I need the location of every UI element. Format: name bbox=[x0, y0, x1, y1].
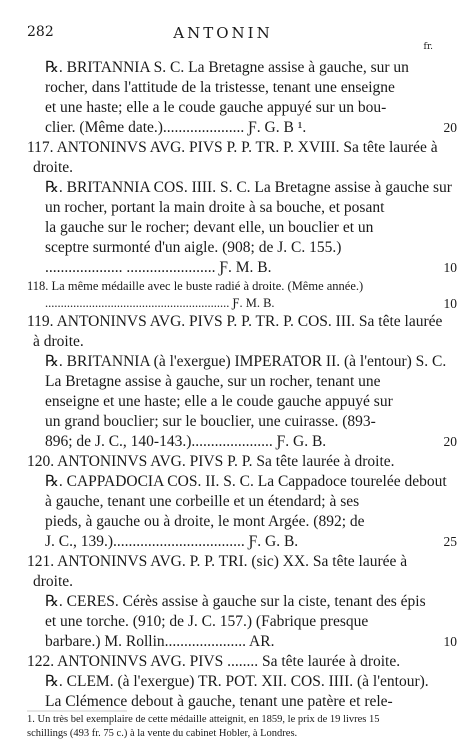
text-line bbox=[27, 372, 412, 392]
text-line bbox=[27, 158, 412, 178]
text-line bbox=[27, 612, 412, 632]
text-line bbox=[27, 492, 412, 512]
text-line bbox=[27, 238, 412, 258]
text-line bbox=[27, 138, 438, 158]
page-number: 282 bbox=[27, 24, 54, 40]
line-text: et une torche. (910; de J. C. 157.) (Fabrique presque bbox=[45, 613, 369, 630]
line-text: ℞. CAPPADOCIA COS. II. S. C. La Cappadoce tourelée debout bbox=[45, 473, 447, 490]
line-text: J. C., 139.).................................. Ƒ. G. B. bbox=[45, 533, 299, 550]
text-line bbox=[27, 98, 412, 118]
footnote: 1. Un très bel exemplaire de cette médaille atteignit, en 1859, le prix de 19 livres 15 schillings (493 fr. 75 c.) à la vente du cabinet Hobler, à Londres. bbox=[27, 714, 380, 739]
text-line bbox=[27, 278, 412, 295]
text-line bbox=[27, 652, 412, 672]
text-line bbox=[27, 78, 412, 98]
footnote-rule bbox=[27, 710, 127, 712]
text-line bbox=[27, 332, 412, 352]
price-margin: 20 bbox=[443, 434, 457, 449]
text-line bbox=[27, 672, 429, 692]
price-margin: 10 bbox=[443, 296, 457, 311]
line-text: clier. (Même date.)..................... Ƒ. G. B ¹. bbox=[45, 119, 307, 136]
line-text: ℞. CERES. Cérès assise à gauche sur la ciste, tenant des épis bbox=[45, 593, 426, 610]
price-margin: 10 bbox=[443, 260, 457, 275]
text-line bbox=[27, 532, 457, 552]
line-text: à gauche, tenant une corbeille et un étendard; à ses bbox=[45, 493, 360, 510]
text-line bbox=[27, 452, 412, 472]
text-line bbox=[27, 472, 447, 492]
text-line bbox=[27, 572, 412, 592]
line-text: sceptre surmonté d'un aigle. (908; de J. C. 155.) bbox=[45, 239, 342, 256]
line-text: 117. ANTONINVS AVG. PIVS P. P. TR. P. XVIII. Sa tête laurée à bbox=[27, 139, 438, 156]
text-line bbox=[27, 218, 412, 238]
text-line bbox=[27, 692, 412, 712]
line-text: rocher, dans l'attitude de la tristesse, tenant une enseigne bbox=[45, 79, 395, 96]
line-text: à droite. bbox=[33, 333, 84, 350]
line-text: 122. ANTONINVS AVG. PIVS ........ Sa tête laurée à droite. bbox=[27, 653, 401, 670]
line-text: 896; de J. C., 140-143.)..................... Ƒ. G. B. bbox=[45, 433, 327, 450]
line-text: 118. La même médaille avec le buste radié à droite. (Même année.) bbox=[27, 279, 364, 293]
line-text: droite. bbox=[33, 573, 74, 590]
line-text: 119. ANTONINVS AVG. PIVS P. P. TR. P. COS. III. Sa tête laurée bbox=[27, 313, 443, 330]
line-text: pieds, à gauche ou à droite, le mont Argée. (892; de bbox=[45, 513, 365, 530]
line-text: droite. bbox=[33, 159, 74, 176]
text-line bbox=[27, 432, 457, 452]
price-margin: 25 bbox=[443, 534, 457, 549]
text-line bbox=[27, 392, 412, 412]
running-title: ANTONIN bbox=[173, 24, 273, 42]
catalogue-body bbox=[27, 58, 457, 712]
text-line bbox=[27, 592, 426, 612]
text-line bbox=[27, 352, 447, 372]
line-text: .................... ....................... Ƒ. M. B. bbox=[45, 259, 272, 276]
text-line bbox=[27, 178, 452, 198]
text-line bbox=[27, 295, 457, 312]
text-line bbox=[27, 512, 412, 532]
text-line bbox=[27, 198, 412, 218]
line-text: un grand bouclier; sur le bouclier, une cuirasse. (893- bbox=[45, 413, 376, 430]
text-line bbox=[27, 632, 457, 652]
line-text: ℞. BRITANNIA COS. IIII. S. C. La Bretagne assise à gauche sur bbox=[45, 179, 452, 196]
price-margin: 20 bbox=[443, 120, 457, 135]
line-text: et une haste; elle a le coude gauche appuyé sur un bou- bbox=[45, 99, 387, 116]
text-line bbox=[27, 118, 457, 138]
line-text: ℞. CLEM. (à l'exergue) TR. POT. XII. COS. IIII. (à l'entour). bbox=[45, 673, 429, 690]
line-text: la gauche sur le rocher; devant elle, un bouclier et un bbox=[45, 219, 374, 236]
line-text: ........................................................... Ƒ. M. B. bbox=[45, 296, 275, 310]
line-text: ℞. BRITANNIA (à l'exergue) IMPERATOR II. (à l'entour) S. C. bbox=[45, 353, 447, 370]
running-header bbox=[0, 24, 446, 52]
text-line bbox=[27, 258, 457, 278]
text-line bbox=[27, 312, 443, 332]
line-text: un rocher, portant la main droite à sa bouche, et posant bbox=[45, 199, 385, 216]
text-line bbox=[27, 552, 412, 572]
line-text: barbare.) M. Rollin..................... AR. bbox=[45, 633, 275, 650]
line-text: La Clémence debout à gauche, tenant une patère et rele- bbox=[45, 693, 393, 710]
line-text: 121. ANTONINVS AVG. P. P. TRI. (sic) XX. Sa tête laurée à bbox=[27, 553, 408, 570]
text-line bbox=[27, 412, 412, 432]
price-margin: 10 bbox=[443, 634, 457, 649]
line-text: 120. ANTONINVS AVG. PIVS P. P. Sa tête laurée à droite. bbox=[27, 453, 395, 470]
text-line bbox=[27, 58, 412, 78]
line-text: enseigne et une haste; elle a le coude gauche appuyé sur bbox=[45, 393, 393, 410]
currency-unit: fr. bbox=[423, 42, 433, 52]
line-text: ℞. BRITANNIA S. C. La Bretagne assise à gauche, sur un bbox=[45, 59, 409, 76]
line-text: La Bretagne assise à gauche, sur un rocher, tenant une bbox=[45, 373, 381, 390]
